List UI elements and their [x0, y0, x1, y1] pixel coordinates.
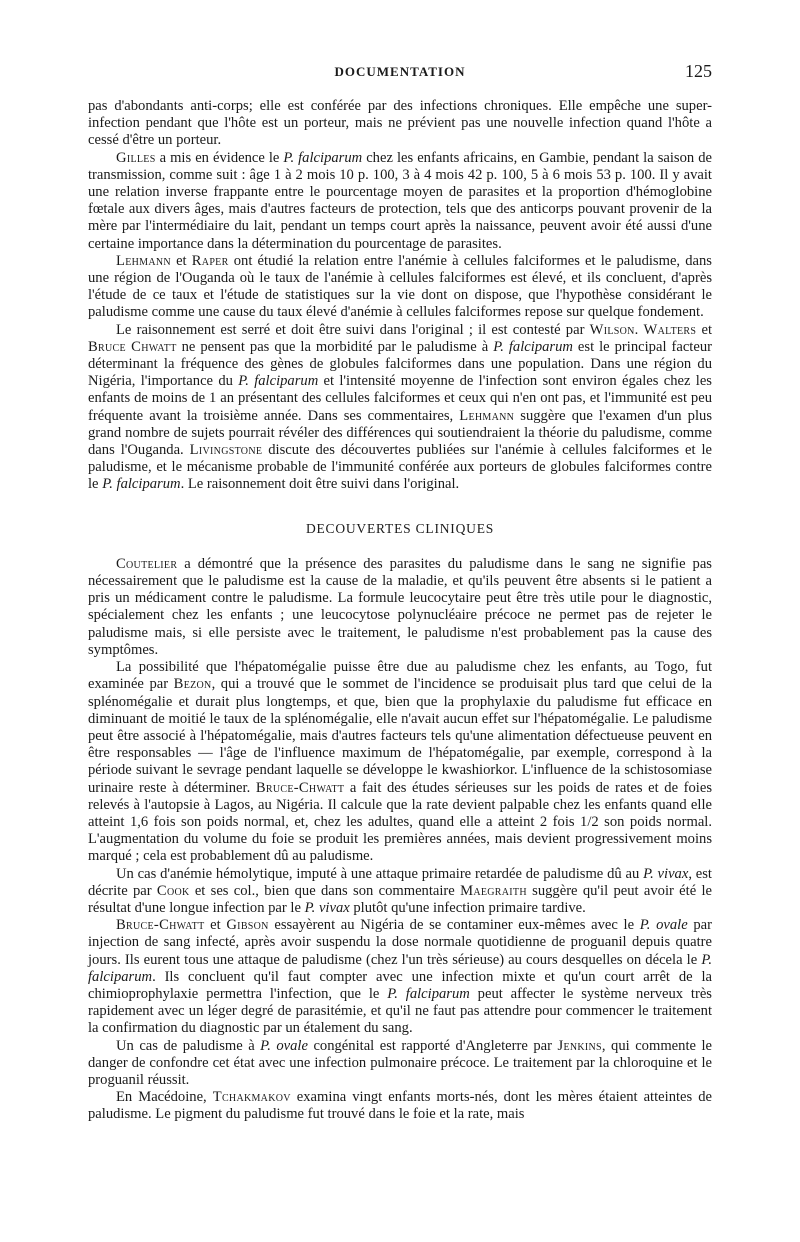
author-name: Lehmann — [459, 407, 515, 424]
paragraph-group-1 — [88, 98, 712, 494]
author-name: Wilson — [589, 321, 635, 338]
section-heading: DECOUVERTES CLINIQUES — [305, 520, 495, 536]
author-name: Cook — [156, 882, 190, 899]
italic-term: P. falciparum — [238, 373, 319, 390]
text-run: a démontré que la présence des parasites du paludisme dans le sang ne signifie pas nécessairement que le paludisme est la cause de la maladie, et qu'ils peuvent être absents si le patient a pris un médicament contre le paludisme. La formule leucocytaire peut être très utile pour le diagnostic, spécialement chez les enfants ; une leucocytose polynucléaire précoce ne permet pas de rejeter le paludisme mais, si elle persiste avec le traitement, le paludisme n'est probablement pas la cause des symptômes. — [88, 555, 712, 658]
text-run: a fait des études sérieuses sur les poids de rates et de foies relevés à l'autopsie à Lagos, au Nigéria. Il calcule que la rate devient palpable chez les enfants quand elle atteint 1,6 fois son poids normal, et, chez les adultes, quand elle a atteint 2 fois 1/2 son poids normal. L'augmentation du volume du foie se produit les premières années, mais devient progressivement moins marqué ; cela est probablement dû au paludisme. — [88, 779, 712, 865]
author-name: Bruce-Chwatt — [255, 779, 345, 796]
author-name: Gibson — [226, 917, 269, 934]
italic-term: P. vivax — [304, 899, 350, 916]
paragraph — [88, 1038, 712, 1090]
text-run: par injection de sang infecté, après avoir suspendu la dose normale quotidienne de proguanil depuis quatre jours. Ils eurent tous une attaque de paludisme (chez l'un très sérieuse) au cours desquelles on décela le — [88, 917, 712, 968]
text-run: peut affecter le système nerveux très rapidement avec un léger degré de parasitémie, et qu'il ne faut pas attendre pour commencer le traitement la confirmation du diagnostic par un étalement du sang. — [88, 985, 712, 1037]
paragraph — [88, 556, 712, 659]
paragraph — [88, 866, 712, 918]
text-run: discute des découvertes publiées sur l'anémie à cellules falciformes et le paludisme, et le mécanisme probable de l'immunité conférée aux porteurs de globules falciformes contre le — [88, 442, 713, 493]
author-name: Gilles — [116, 149, 156, 166]
italic-term: P. vivax — [643, 865, 689, 882]
text-run: La possibilité que l'hépatomégalie puisse être due au paludisme chez les enfants, au Togo, fut examinée par — [88, 659, 712, 693]
text-run: Un cas de paludisme à — [116, 1037, 261, 1054]
text-run: suggère que l'examen d'un plus grand nombre de sujets pourrait révéler des différences qui soutiendraient la théorie du paludisme, comme dans l'Ouganda. — [88, 407, 713, 459]
author-name: Bezon — [173, 676, 212, 693]
paragraph-group-2 — [88, 556, 712, 1124]
text-run: En Macédoine, — [116, 1089, 213, 1106]
text-run: est le principal facteur déterminant la fréquence des gènes de globules falciformes dans une population. Dans une région du Nigéria, l'importance du — [88, 338, 712, 390]
italic-term: P. ovale — [260, 1037, 308, 1054]
paragraph — [88, 150, 712, 253]
text-run: et — [696, 321, 712, 338]
author-name: Coutelier — [116, 555, 178, 572]
italic-term: P. falciparum — [102, 476, 181, 493]
author-name: Raper — [191, 252, 229, 269]
italic-term: P. falciparum — [387, 985, 470, 1002]
text-run: et — [204, 917, 227, 934]
text-run: et — [170, 252, 192, 269]
text-run: a mis en évidence le — [155, 149, 284, 166]
page-number: 125 — [685, 61, 712, 81]
text-run: Un cas d'anémie hémolytique, imputé à une attaque primaire retardée de paludisme dû au — [116, 865, 644, 882]
author-name: Lehmann — [116, 252, 171, 269]
text-run: examina vingt enfants morts-nés, dont les mères étaient atteintes de paludisme. Le pigment du paludisme fut trouvé dans le foie et la rate, mais — [88, 1089, 712, 1123]
text-run: congénital est rapporté d'Angleterre par — [307, 1037, 558, 1054]
text-run: et ses col., bien que dans son commentaire — [189, 882, 461, 899]
italic-term: P. falciparum — [88, 951, 712, 985]
italic-term: P. ovale — [639, 917, 688, 934]
running-title: DOCUMENTATION — [334, 64, 466, 79]
text-run: ne pensent pas que la morbidité par le paludisme à — [176, 338, 494, 355]
text-run: pas d'abondants anti-corps; elle est conférée par des infections chroniques. Elle empêche une super-infection pendant que l'hôte est un porteur, mais ne prévient pas une nouvelle infection quand l'hôte a cessé d'être un porteur. — [88, 98, 712, 149]
italic-term: P. falciparum — [283, 149, 363, 166]
author-name: Bruce-Chwatt — [116, 917, 205, 934]
text-run: , qui commente le danger de confondre cet état avec une infection pulmonaire précoce. Le traitement par la chloroquine et le proguanil réussit. — [88, 1037, 713, 1088]
text-run: , est décrite par — [88, 865, 712, 899]
paragraph — [88, 659, 712, 865]
paragraph — [88, 98, 712, 150]
text-run: . Le raisonnement doit être suivi dans l'original. — [180, 476, 460, 493]
paragraph — [88, 1089, 712, 1123]
text-run: et l'intensité moyenne de l'infection sont environ égales chez les enfants de moins de 1 an présentant des cellules falciformes et ceux qui n'en ont pas, et l'immunité est peu fréquente avant la troisième année. Dans ses commentaires, — [88, 373, 712, 424]
author-name: Walters — [643, 321, 697, 338]
text-run: . Ils concluent qu'il faut compter avec une infection mixte et qu'un court arrêt de la chimioprophylaxie permettra l'infection, que le — [88, 968, 712, 1002]
author-name: Maegraith — [460, 882, 527, 899]
paragraph — [88, 253, 712, 322]
text-run: ont étudié la relation entre l'anémie à cellules falciformes et le paludisme, dans une région de l'Ouganda où le taux de l'anémie à cellules falciformes est élevé, et ils concluent, d'après l'étude de ce taux et l'étude de statistiques sur la vie dont on dispose, que l'hypothèse considérant le paludisme comme une cause du taux élevé d'anémie à cellules falciformes repose sur quelque fondement. — [88, 252, 712, 321]
author-name: Bruce Chwatt — [88, 338, 177, 355]
text-run: . — [634, 321, 644, 338]
text-run: suggère qu'il peut avoir été le résultat d'une longue infection par le — [88, 882, 712, 916]
text-run: plutôt qu'une infection primaire tardive. — [349, 899, 586, 916]
author-name: Jenkins — [557, 1037, 602, 1054]
italic-term: P. falciparum — [493, 338, 573, 355]
paragraph — [88, 917, 712, 1037]
paragraph — [88, 322, 712, 494]
author-name: Livingstone — [189, 442, 263, 459]
author-name: Tchakmakov — [212, 1089, 291, 1106]
text-run: essayèrent au Nigéria de se contaminer eux-mêmes avec le — [268, 917, 640, 934]
text-run: Le raisonnement est serré et doit être suivi dans l'original ; il est contesté par — [116, 321, 590, 338]
body-text — [88, 98, 712, 1124]
text-run: chez les enfants africains, en Gambie, pendant la saison de transmission, comme suit : âge 1 à 2 mois 10 p. 100, 3 à 4 mois 42 p. 100, 5 à 6 mois 53 p. 100. Il y avait une relation inverse frappante entre le pourcentage moyen de parasites et la proportion d'hémoglobine fœtale aux divers âges, mais d'autres facteurs de protection, tels que des anticorps pouvant provenir de la mère par l'intermédiaire du lait, pendant un temps court après la naissance, peuvent avoir été aussi d'une certaine importance dans la détermination du pourcentage de parasites. — [88, 149, 712, 252]
text-run: , qui a trouvé que le sommet de l'incidence se produisait plus tard que celui de la splénomégalie et durait plus longtemps, et que, bien que la prophylaxie du paludisme fut efficace en diminuant de moitié le taux de la splénomégalie, elle n'avait aucun effet sur l'hépatomégalie. Le paludisme peut être associé à l'hépatomégalie, mais d'autres facteurs tels qu'une alimentation défectueuse peuvent en être responsables — l'âge de l'influence maximum de l'hépatomégalie, par exemple, correspond à la période suivant le sevrage pendant laquelle se développe le kwashiorkor. L'influence de la schistosomiase urinaire reste à déterminer. — [88, 676, 712, 796]
running-header — [88, 61, 712, 86]
